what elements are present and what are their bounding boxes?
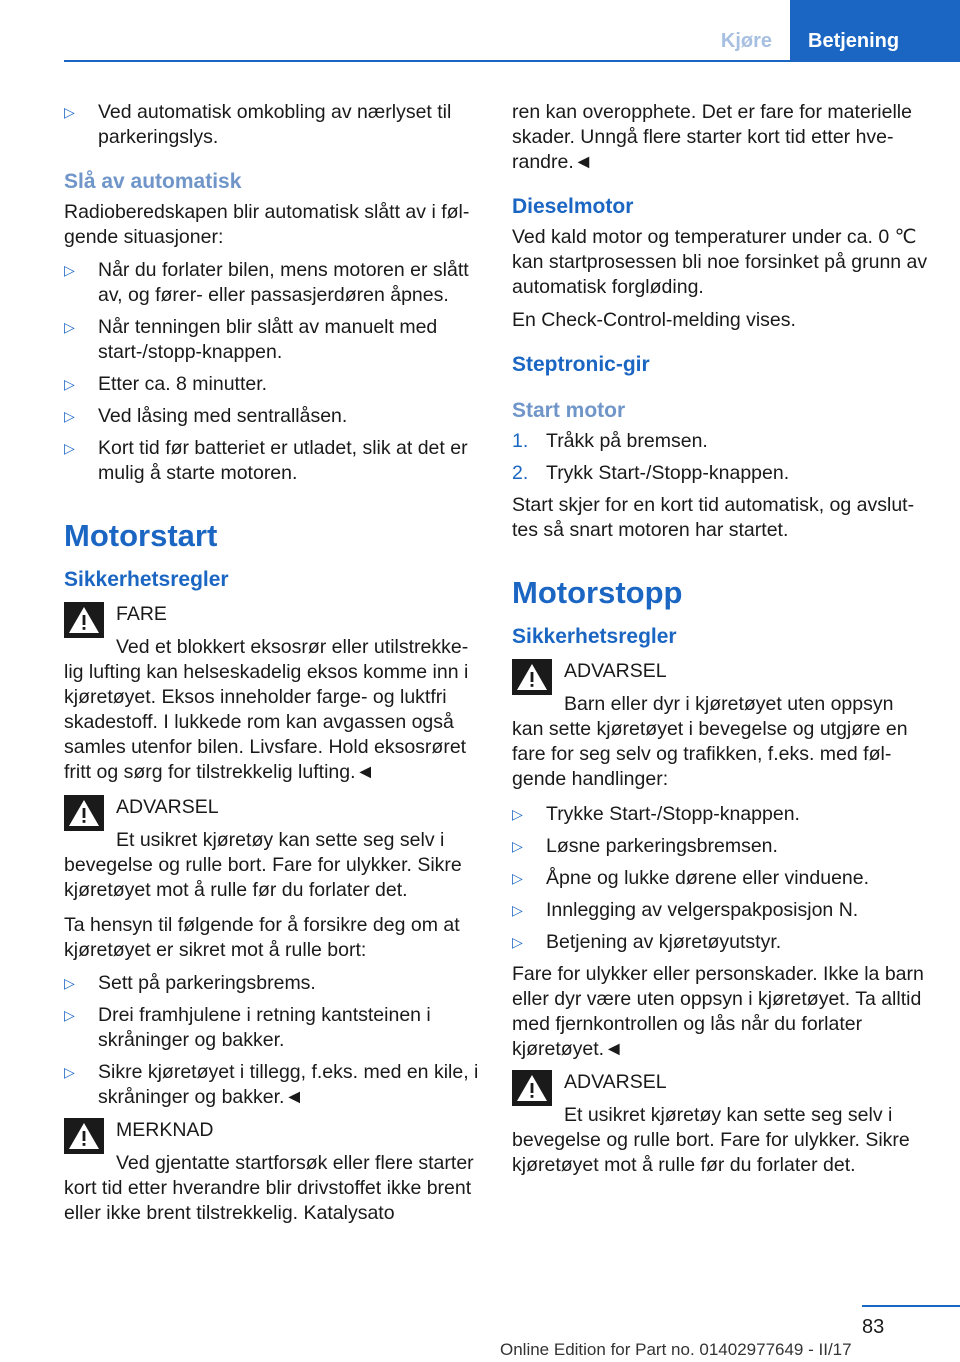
list-item-text: Innlegging av velgerspakposisjon N. <box>546 899 859 921</box>
left-column <box>64 100 480 1236</box>
triangle-bullet-icon: ▷ <box>64 1007 75 1023</box>
warning-triangle-icon <box>512 659 552 695</box>
warning-triangle-icon <box>64 1118 104 1154</box>
list-item-text: Når tenningen blir slått av manuelt med start-/stopp-knappen. <box>98 316 438 363</box>
triangle-bullet-icon: ▷ <box>512 870 523 886</box>
warning-text: Barn eller dyr i kjøretøyet uten oppsyn kan sette kjøretøyet i bevegelse og utgjøre en fare for seg selv og trafikken, f.eks. med følgende handlinger: <box>512 693 908 790</box>
list-item-text: Trykke Start-/Stopp-knappen. <box>546 803 800 825</box>
header-tab-betjening[interactable]: Betjening <box>790 0 960 62</box>
triangle-bullet-icon: ▷ <box>512 902 523 918</box>
list-item-text: Betjening av kjøretøyutstyr. <box>546 931 782 953</box>
warning-title: ADVARSEL <box>116 796 219 818</box>
list-item <box>512 802 928 827</box>
heading-motorstart: Motorstart <box>64 518 218 553</box>
numbered-steps <box>512 429 928 486</box>
header-rule <box>64 60 960 62</box>
list-item <box>64 404 480 429</box>
warning-block-advarsel <box>64 795 480 903</box>
warning-triangle-icon <box>64 602 104 638</box>
paragraph: ren kan overopphete. Det er fare for materielle skader. Unngå flere starter kort tid etter hverandre.◄ <box>512 101 912 173</box>
triangle-bullet-icon: ▷ <box>64 440 75 456</box>
warning-block-fare <box>64 602 480 785</box>
warning-text: Et usikret kjøretøy kan sette seg selv i bevegelse og rulle bort. Fare for ulykker. Sikre kjøretøyet mot å rulle før du forlater det. <box>64 829 462 901</box>
list-item-text: Løsne parkeringsbremsen. <box>546 835 778 857</box>
heading-steptronic-gir: Steptronic-gir <box>512 353 650 376</box>
warning-title: MERKNAD <box>116 1119 214 1141</box>
list-item <box>512 866 928 891</box>
bullet-list-rolling <box>64 971 480 1110</box>
list-item <box>64 1060 480 1110</box>
list-item <box>64 258 480 308</box>
list-item-text: Ved låsing med sentrallåsen. <box>98 405 348 427</box>
triangle-bullet-icon: ▷ <box>512 838 523 854</box>
heading-sikkerhetsregler: Sikkerhetsregler <box>64 568 229 591</box>
list-item <box>64 1003 480 1053</box>
list-item <box>64 372 480 397</box>
warning-block-merknad <box>64 1118 480 1226</box>
list-item-text: Kort tid før batteriet er utladet, slik at det er mulig å starte motoren. <box>98 437 468 484</box>
heading-sla-av-automatisk: Slå av automatisk <box>64 170 242 193</box>
step-number: 2. <box>512 462 529 484</box>
header-tab-kjore[interactable]: Kjøre <box>720 30 772 52</box>
warning-triangle-icon <box>512 1070 552 1106</box>
triangle-bullet-icon: ▷ <box>64 319 75 335</box>
bullet-list-actions <box>512 802 928 955</box>
bullet-list-top <box>64 100 480 150</box>
paragraph: Ved kald motor og temperaturer under ca. 0 ℃ kan startprosessen bli noe forsinket på grunn av automatisk forgløding. <box>512 226 928 298</box>
list-item <box>512 834 928 859</box>
list-item-text: Åpne og lukke dørene eller vinduene. <box>546 867 870 889</box>
heading-dieselmotor: Dieselmotor <box>512 195 634 218</box>
heading-sikkerhetsregler: Sikkerhetsregler <box>512 625 677 648</box>
edition-footer: Online Edition for Part no. 01402977649 - II/17 <box>500 1340 852 1359</box>
list-item-text: Etter ca. 8 minutter. <box>98 373 268 395</box>
warning-text: Ved gjentatte startforsøk eller flere starter kort tid etter hverandre blir drivstoffet ikke brent eller ikke brent tilstrekkelig. Katalysato <box>64 1152 474 1224</box>
step-item <box>512 461 928 486</box>
warning-title: ADVARSEL <box>564 660 667 682</box>
bullet-list-shutoff <box>64 258 480 486</box>
paragraph: En Check-Control-melding vises. <box>512 309 796 331</box>
step-item <box>512 429 928 454</box>
triangle-bullet-icon: ▷ <box>64 376 75 392</box>
list-item-text: Drei framhjulene i retning kantsteinen i skråninger og bakker. <box>98 1004 431 1051</box>
warning-title: ADVARSEL <box>564 1071 667 1093</box>
footer-rule <box>862 1305 960 1307</box>
triangle-bullet-icon: ▷ <box>64 975 75 991</box>
right-column <box>512 100 928 1188</box>
list-item <box>64 971 480 996</box>
warning-text: Et usikret kjøretøy kan sette seg selv i bevegelse og rulle bort. Fare for ulykker. Sikre kjøretøyet mot å rulle før du forlater det. <box>512 1104 910 1176</box>
step-text: Tråkk på bremsen. <box>546 430 708 452</box>
paragraph: Ta hensyn til følgende for å forsikre deg om at kjøretøyet er sikret mot å rulle bort: <box>64 914 460 961</box>
warning-title: FARE <box>116 603 167 625</box>
page-header <box>703 0 960 62</box>
list-item <box>512 898 928 923</box>
triangle-bullet-icon: ▷ <box>64 262 75 278</box>
heading-motorstopp: Motorstopp <box>512 575 683 610</box>
page-number: 83 <box>862 1316 885 1338</box>
list-item <box>64 436 480 486</box>
list-item-text: Sett på parkeringsbrems. <box>98 972 316 994</box>
paragraph: Start skjer for en kort tid automatisk, og avsluttes så snart motoren har startet. <box>512 494 915 541</box>
step-number: 1. <box>512 430 529 452</box>
warning-text: Ved et blokkert eksosrør eller utilstrekkelig lufting kan helseskadelig eksos komme inn i kjøretøyet. Eksos inneholder farge- og luktfri skadestoff. I lukkede rom kan avgassen også samles utenfor bilen. Livsfare. Hold eksosrøret fritt og sørg for tilstrekkelig lufting.◄ <box>64 636 469 783</box>
triangle-bullet-icon: ▷ <box>512 934 523 950</box>
list-item <box>64 315 480 365</box>
list-item-text: Ved automatisk omkobling av nærlyset til parkeringslys. <box>98 101 452 148</box>
warning-block-advarsel-children <box>512 659 928 792</box>
paragraph: Fare for ulykker eller personskader. Ikke la barn eller dyr være uten oppsyn i kjøretøyet. Ta alltid med fjernkontrollen og lås når du forlater kjøretøyet.◄ <box>512 963 924 1060</box>
triangle-bullet-icon: ▷ <box>512 806 523 822</box>
heading-start-motor: Start motor <box>512 399 626 422</box>
list-item <box>512 930 928 955</box>
list-item <box>64 100 480 150</box>
warning-block-advarsel-rolling <box>512 1070 928 1178</box>
list-item-text: Når du forlater bilen, mens motoren er slått av, og fører- eller passasjerdøren åpnes. <box>98 259 469 306</box>
step-text: Trykk Start-/Stopp-knappen. <box>546 462 790 484</box>
paragraph: Radioberedskapen blir automatisk slått av i følgende situasjoner: <box>64 201 470 248</box>
triangle-bullet-icon: ▷ <box>64 408 75 424</box>
list-item-text: Sikre kjøretøyet i tillegg, f.eks. med en kile, i skråninger og bakker.◄ <box>98 1061 479 1108</box>
triangle-bullet-icon: ▷ <box>64 104 75 120</box>
triangle-bullet-icon: ▷ <box>64 1064 75 1080</box>
warning-triangle-icon <box>64 795 104 831</box>
